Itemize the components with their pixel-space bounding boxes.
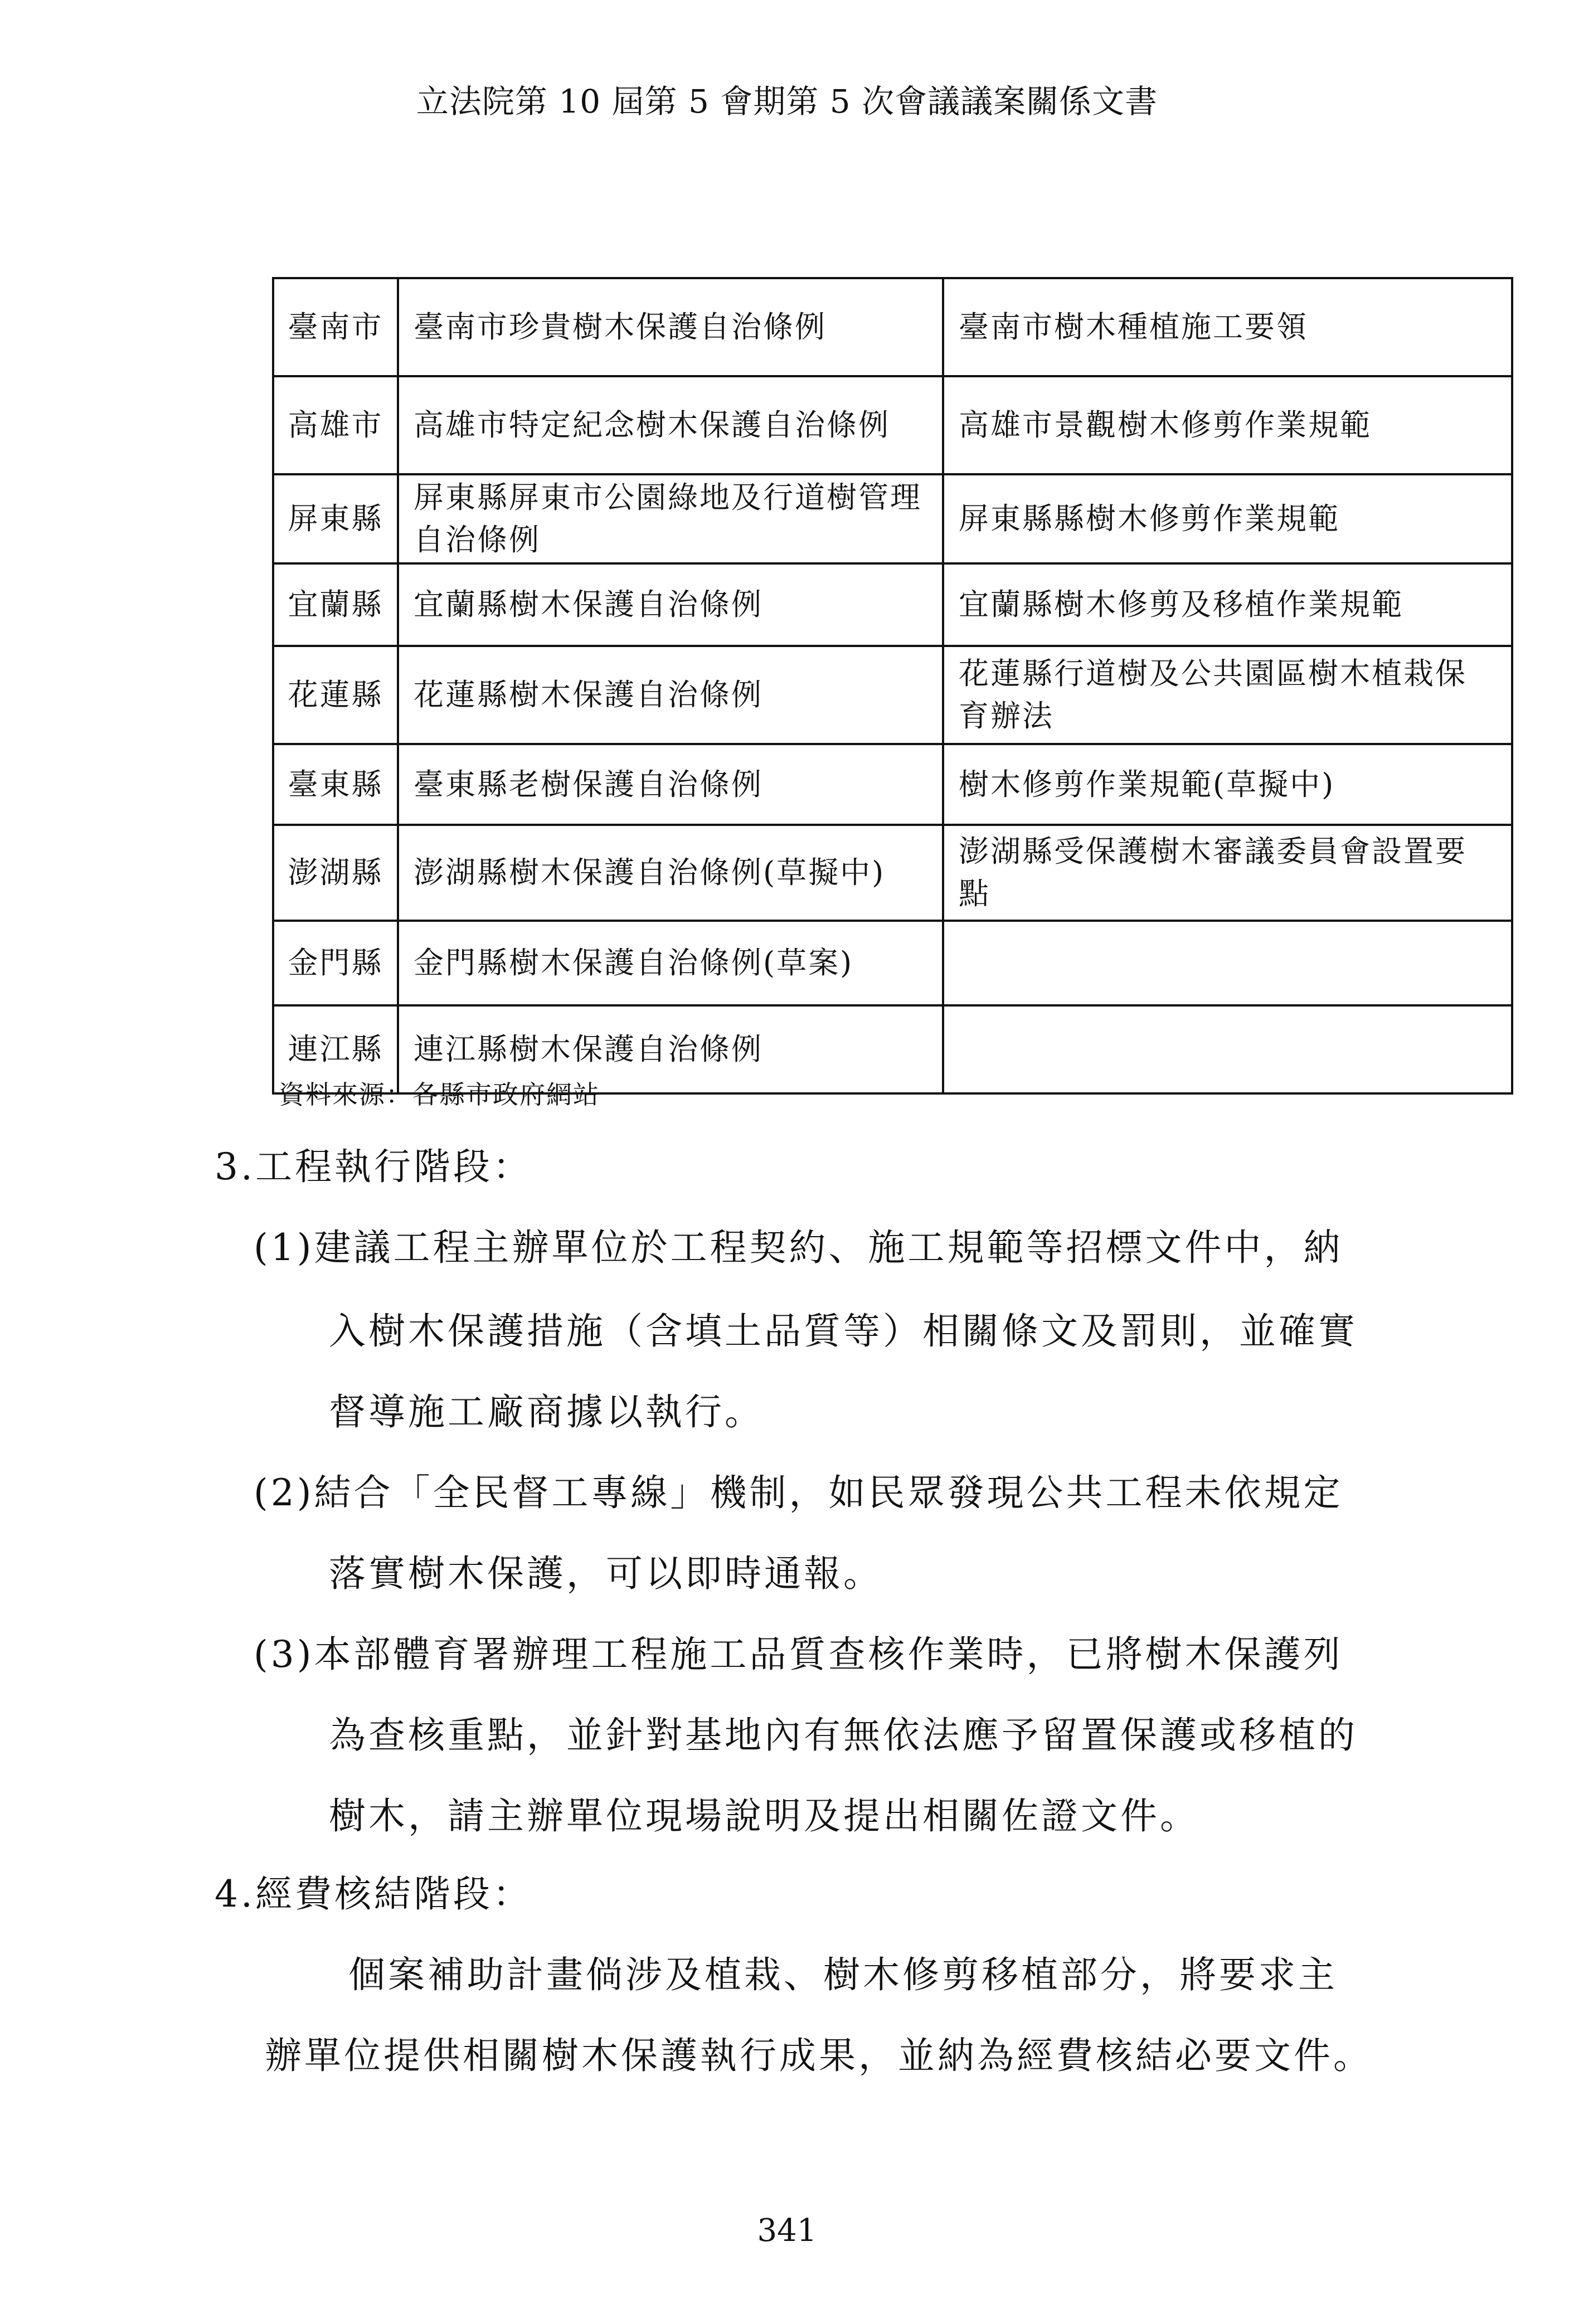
ordinance-cell: 高雄市特定紀念樹木保護自治條例 — [398, 376, 943, 474]
section-3-item-3-line-1: (3)本部體育署辦理工程施工品質查核作業時，已將樹木保護列 — [254, 1633, 1343, 1676]
county-cell: 花蓮縣 — [273, 646, 398, 744]
table-row — [273, 825, 1512, 921]
regulation-cell — [943, 921, 1512, 1005]
section-4-heading: 4.經費核結階段： — [215, 1873, 532, 1915]
ordinance-cell: 臺南市珍貴樹木保護自治條例 — [398, 278, 943, 376]
regulation-cell: 澎湖縣受保護樹木審議委員會設置要點 — [943, 825, 1512, 921]
table-row — [273, 474, 1512, 563]
regulation-cell: 屏東縣縣樹木修剪作業規範 — [943, 474, 1512, 563]
table-row — [273, 646, 1512, 744]
section-3-item-1-line-1: (1)建議工程主辦單位於工程契約、施工規範等招標文件中，納 — [254, 1226, 1343, 1269]
regulation-cell: 花蓮縣行道樹及公共園區樹木植栽保育辦法 — [943, 646, 1512, 744]
regulation-cell — [943, 1005, 1512, 1093]
ordinance-cell: 宜蘭縣樹木保護自治條例 — [398, 563, 943, 646]
regulation-cell: 高雄市景觀樹木修剪作業規範 — [943, 376, 1512, 474]
ordinance-cell: 花蓮縣樹木保護自治條例 — [398, 646, 943, 744]
section-3-item-2-line-1: (2)結合「全民督工專線」機制，如民眾發現公共工程未依規定 — [254, 1471, 1343, 1514]
county-cell: 高雄市 — [273, 376, 398, 474]
county-cell: 澎湖縣 — [273, 825, 398, 921]
table-row — [273, 921, 1512, 1005]
page-number: 341 — [757, 2213, 817, 2249]
table-row — [273, 563, 1512, 646]
ordinance-cell: 澎湖縣樹木保護自治條例(草擬中) — [398, 825, 943, 921]
county-cell: 宜蘭縣 — [273, 563, 398, 646]
page-header: 立法院第 10 屆第 5 會期第 5 次會議議案關係文書 — [416, 82, 1158, 120]
section-3-item-2-line-2: 落實樹木保護，可以即時通報。 — [329, 1552, 883, 1595]
county-cell: 屏東縣 — [273, 474, 398, 563]
county-cell: 金門縣 — [273, 921, 398, 1005]
section-4-line-2: 辦單位提供相關樹木保護執行成果，並納為經費核結必要文件。 — [265, 2034, 1373, 2077]
section-4-line-1: 個案補助計畫倘涉及植栽、樹木修剪移植部分，將要求主 — [348, 1953, 1338, 1996]
section-3-item-3-line-2: 為查核重點，並針對基地內有無依法應予留置保護或移植的 — [329, 1714, 1358, 1757]
section-3-item-1-line-2: 入樹木保護措施（含填土品質等）相關條文及罰則，並確實 — [329, 1310, 1358, 1353]
regulation-cell: 宜蘭縣樹木修剪及移植作業規範 — [943, 563, 1512, 646]
ordinance-cell: 金門縣樹木保護自治條例(草案) — [398, 921, 943, 1005]
table-row — [273, 376, 1512, 474]
regulation-cell: 樹木修剪作業規範(草擬中) — [943, 744, 1512, 825]
table-row — [273, 278, 1512, 376]
section-3-heading: 3.工程執行階段： — [215, 1145, 532, 1188]
ordinance-cell: 屏東縣屏東市公園綠地及行道樹管理自治條例 — [398, 474, 943, 563]
ordinance-cell: 連江縣樹木保護自治條例 — [398, 1005, 943, 1093]
ordinance-cell: 臺東縣老樹保護自治條例 — [398, 744, 943, 825]
table-source-note: 資料來源：各縣市政府網站 — [279, 1080, 600, 1110]
county-cell: 連江縣 — [273, 1005, 398, 1093]
county-cell: 臺南市 — [273, 278, 398, 376]
regulation-cell: 臺南市樹木種植施工要領 — [943, 278, 1512, 376]
table-row — [273, 744, 1512, 825]
section-3-item-1-line-3: 督導施工廠商據以執行。 — [329, 1390, 764, 1433]
county-ordinance-table — [272, 277, 1513, 1095]
county-cell: 臺東縣 — [273, 744, 398, 825]
section-3-item-3-line-3: 樹木，請主辦單位現場說明及提出相關佐證文件。 — [329, 1795, 1199, 1837]
